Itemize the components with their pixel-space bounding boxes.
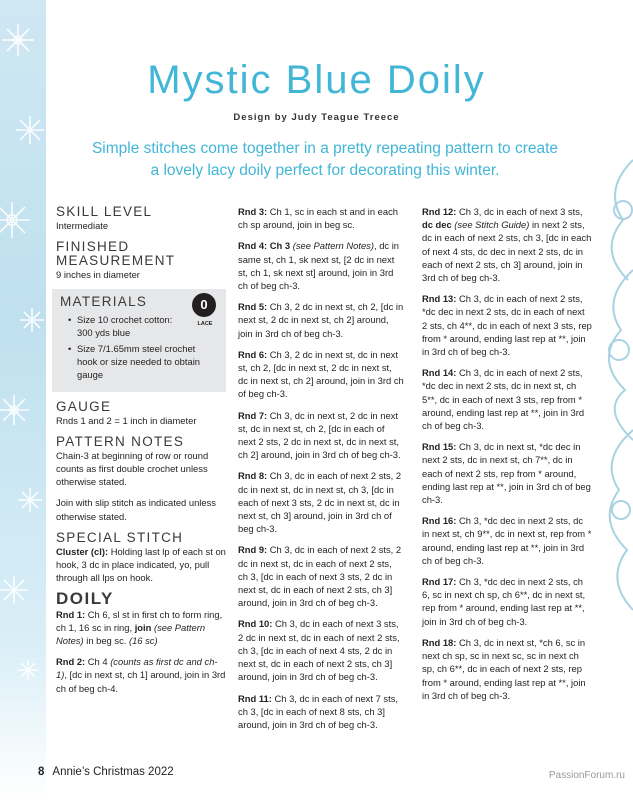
skill-level-heading: SKILL LEVEL — [56, 204, 153, 219]
materials-heading: MATERIALS — [60, 294, 148, 310]
yarn-weight-label: LACE — [197, 321, 213, 328]
special-stitch-name: Cluster (cl): — [56, 545, 109, 557]
round-step: Rnd 12: Ch 3, dc in each of next 3 sts, dc dec (see Stitch Guide) in next 2 sts, dc in each of next 2 sts, ch 3, [dc in each of next 4 sts, dc dec in next 2 sts, dc in each of next 2 sts, ch 3] around, join in 3rd ch of beg ch-3. — [422, 206, 592, 284]
special-stitch-heading: SPECIAL STITCH — [56, 529, 184, 545]
list-item: • Size 7/1.65mm steel crochet hook or size needed to obtain gauge — [70, 342, 218, 382]
round-step: Rnd 1: Ch 6, sl st in first ch to form ring, ch 1, 16 sc in ring, join (see Pattern Notes) in beg sc. (16 sc) — [56, 608, 223, 647]
round-step: Rnd 15: Ch 3, dc in next st, *dc dec in next 2 sts, dc in next st, ch 7**, dc in each of next 2 sts, rep from * around, ending last rep at **, join in 3rd ch of beg ch-3. — [422, 441, 591, 506]
round-step: Rnd 11: Ch 3, dc in each of next 7 sts, ch 3, [dc in each of next 8 sts, ch 3] around, join in 3rd ch of beg ch-3. — [238, 692, 398, 730]
publication-name: Annie’s Christmas 2022 — [52, 766, 174, 778]
round-step: Rnd 18: Ch 3, dc in next st, *ch 6, sc in next ch sp, sc in next sc, sc in next ch sp, ch 6**, dc in each of next 2 sts, rep from * around, ending last rep at **, join in 3rd ch of beg ch-3. — [422, 636, 586, 701]
round-step: Rnd 5: Ch 3, 2 dc in next st, ch 2, [dc in next st, 2 dc in next st, ch 2] around, join in 3rd ch of beg ch-3. — [238, 301, 404, 339]
designer-byline: Design by Judy Teague Treece — [233, 112, 400, 123]
round-step: Rnd 6: Ch 3, 2 dc in next st, dc in next st, ch 2, [dc in next st, 2 dc in next st, dc in next st, ch 2] around, join in 3rd ch of beg ch-3. — [238, 348, 404, 400]
yarn-ball-icon: 0 — [192, 293, 216, 317]
doily-lace-icon — [593, 150, 633, 620]
pattern-note: Chain-3 at beginning of row or round counts as first double crochet unless otherwise stated. — [56, 449, 209, 488]
pattern-note: Join with slip stitch as indicated unless otherwise stated. — [56, 497, 216, 522]
intro-text: Simple stitches come together in a pretty repeating pattern to create a lovely lacy doily perfect for decorating this winter. — [91, 140, 559, 179]
special-stitch-desc: Holding last lp of each st on hook, 3 dc in place indicated, yo, pull through all lps on hook. — [56, 545, 226, 584]
list-item: • Size 10 crochet cotton: 300 yds blue — [70, 313, 218, 339]
pattern-notes-heading: PATTERN NOTES — [56, 433, 185, 449]
watermark: PassionForum.ru — [548, 770, 625, 781]
gauge-value: Rnds 1 and 2 = 1 inch in diameter — [56, 414, 197, 426]
round-step: Rnd 3: Ch 1, sc in each st and in each ch sp around, join in beg sc. — [238, 206, 398, 231]
page-footer — [38, 766, 174, 778]
round-step: Rnd 7: Ch 3, dc in next st, 2 dc in next st, dc in next st, ch 2, [dc in each of next 2 sts, 2 dc in next st, dc in next st, ch 2] around, join in 3rd ch of beg ch-3. — [238, 409, 401, 461]
round-step: Rnd 9: Ch 3, dc in each of next 2 sts, 2 dc in next st, dc in each of next 2 sts, ch 3, [dc in each of next 3 sts, 2 dc in next st, dc in each of next 2 sts, ch 3] around, join in 3rd ch of beg ch-3. — [238, 544, 402, 609]
column-middle — [238, 205, 404, 739]
finished-measurement-heading: FINISHED MEASUREMENT — [56, 239, 176, 269]
doily-photo-edge — [593, 150, 633, 620]
materials-box — [52, 289, 226, 391]
page-title: Mystic Blue Doily — [147, 58, 486, 102]
doily-heading: DOILY — [56, 589, 114, 609]
finished-measurement-value: 9 inches in diameter — [56, 269, 140, 281]
skill-level-value: Intermediate — [56, 220, 109, 231]
round-step: Rnd 4: Ch 3 (see Pattern Notes), dc in same st, ch 1, sk next st, [2 dc in next st, ch 1, sk next st] around, join in 3rd ch of beg ch-3. — [238, 240, 400, 292]
column-left — [56, 205, 226, 703]
page-number: 8 — [38, 766, 45, 778]
column-right — [422, 205, 592, 710]
round-step: Rnd 17: Ch 3, *dc dec in next 2 sts, ch 6, sc in next ch sp, ch 6**, dc in next st, rep from * around, ending last rep at **, join in 3rd ch of beg ch-3. — [422, 576, 586, 627]
round-step: Rnd 2: Ch 4 (counts as first dc and ch-1), [dc in next st, ch 1] around, join in 3rd ch of beg ch-4. — [56, 656, 226, 694]
round-step: Rnd 16: Ch 3, *dc dec in next 2 sts, dc in next st, ch 9**, dc in next st, rep from * around, ending last rep at **, join in 3rd ch of beg ch-3. — [422, 515, 592, 566]
materials-list — [60, 313, 218, 382]
round-step: Rnd 13: Ch 3, dc in each of next 2 sts, *dc dec in next 2 sts, dc in each of next 2 sts, ch 4**, dc in each of next 3 sts, rep from * around, ending last rep at **, join in 3rd ch of beg ch-3. — [422, 293, 592, 358]
special-stitch-text — [56, 545, 226, 585]
round-step: Rnd 14: Ch 3, dc in each of next 2 sts, *dc dec in next 2 sts, dc in next st, ch 5**, dc in each of next 3 sts, rep from * around, ending last rep at **, join in 3rd ch of beg ch-3. — [422, 367, 585, 432]
round-step: Rnd 8: Ch 3, dc in each of next 2 sts, 2 dc in next st, dc in next st, ch 3, [dc in each of next 3 sts, 2 dc in next st, dc in next st, ch 3] around, join in 3rd ch of beg ch-3. — [238, 470, 402, 535]
round-step: Rnd 10: Ch 3, dc in each of next 3 sts, 2 dc in next st, dc in each of next 2 sts, ch 3, [dc in each of next 4 sts, 2 dc in next st, dc in each of next 2 sts, ch 3] around, join in 3rd ch of beg ch-3. — [238, 618, 400, 683]
gauge-heading: GAUGE — [56, 398, 112, 414]
